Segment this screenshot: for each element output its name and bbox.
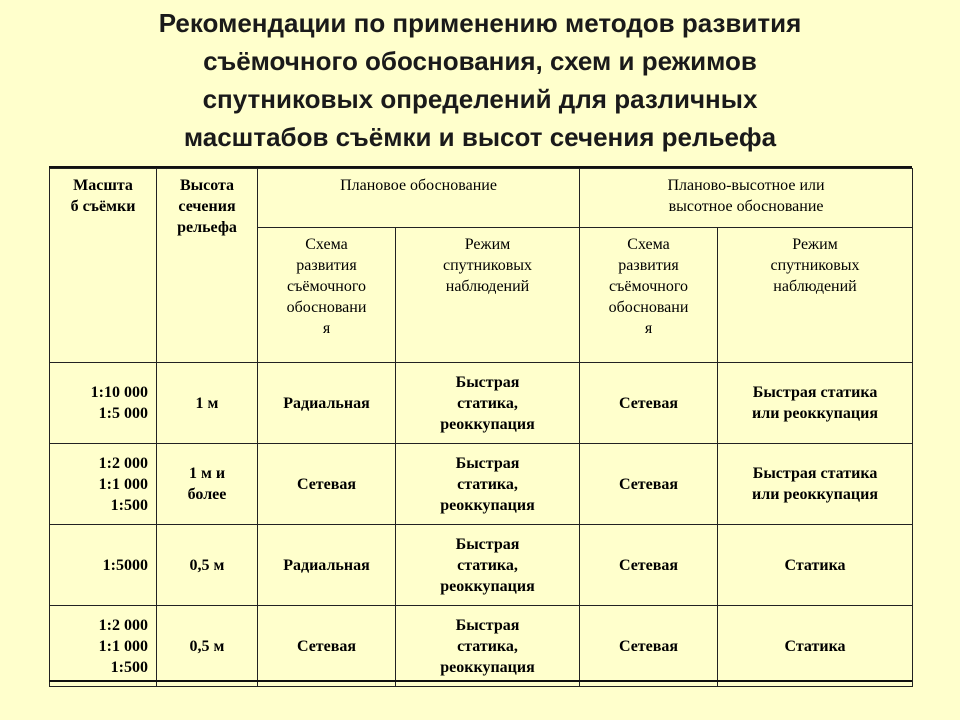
header-mode-planned: Режим спутниковых наблюдений: [396, 228, 580, 363]
cell-relief-height: 1 м: [157, 363, 258, 444]
cell-scheme-planned: Сетевая: [258, 606, 396, 687]
cell-scheme-height: Сетевая: [580, 363, 718, 444]
header-row-1: [50, 169, 913, 228]
header-mode-height: Режим спутниковых наблюдений: [718, 228, 913, 363]
header-scheme-planned: Схема развития съёмочного обосновани я: [258, 228, 396, 363]
header-scale: Масшта б съёмки: [50, 169, 157, 363]
page-title: Рекомендации по применению методов развития съёмочного обоснования, схем и режимов спутниковых определений для различных масштабов съёмки и высот сечения рельефа: [158, 8, 802, 152]
cell-relief-height: 0,5 м: [157, 606, 258, 687]
cell-scale: 1:5000: [50, 525, 157, 606]
header-planned-basis: Плановое обоснование: [258, 169, 580, 228]
cell-mode-height: Статика: [718, 525, 913, 606]
cell-scale: 1:2 000 1:1 000 1:500: [50, 444, 157, 525]
cell-relief-height: 0,5 м: [157, 525, 258, 606]
header-scheme-height: Схема развития съёмочного обосновани я: [580, 228, 718, 363]
cell-scale: 1:2 000 1:1 000 1:500: [50, 606, 157, 687]
cell-mode-planned: Быстрая статика, реоккупация: [396, 606, 580, 687]
header-planned-height-basis: Планово-высотное или высотное обоснование: [580, 169, 913, 228]
cell-scale: 1:10 000 1:5 000: [50, 363, 157, 444]
cell-scheme-height: Сетевая: [580, 525, 718, 606]
cell-mode-planned: Быстрая статика, реоккупация: [396, 444, 580, 525]
cell-mode-planned: Быстрая статика, реоккупация: [396, 525, 580, 606]
cell-relief-height: 1 м и более: [157, 444, 258, 525]
cell-scheme-planned: Радиальная: [258, 525, 396, 606]
cell-scheme-height: Сетевая: [580, 444, 718, 525]
cell-scheme-planned: Сетевая: [258, 444, 396, 525]
table-bottom-rule: [49, 680, 912, 682]
recommendations-table-container: [49, 168, 912, 680]
table-row: [50, 525, 913, 606]
header-relief-height: Высота сечения рельефа: [157, 169, 258, 363]
cell-mode-height: Быстрая статика или реоккупация: [718, 444, 913, 525]
recommendations-table: [49, 168, 913, 687]
table-row: [50, 606, 913, 687]
table-row: [50, 444, 913, 525]
cell-mode-height: Быстрая статика или реоккупация: [718, 363, 913, 444]
cell-scheme-height: Сетевая: [580, 606, 718, 687]
cell-scheme-planned: Радиальная: [258, 363, 396, 444]
cell-mode-planned: Быстрая статика, реоккупация: [396, 363, 580, 444]
table-row: [50, 363, 913, 444]
cell-mode-height: Статика: [718, 606, 913, 687]
